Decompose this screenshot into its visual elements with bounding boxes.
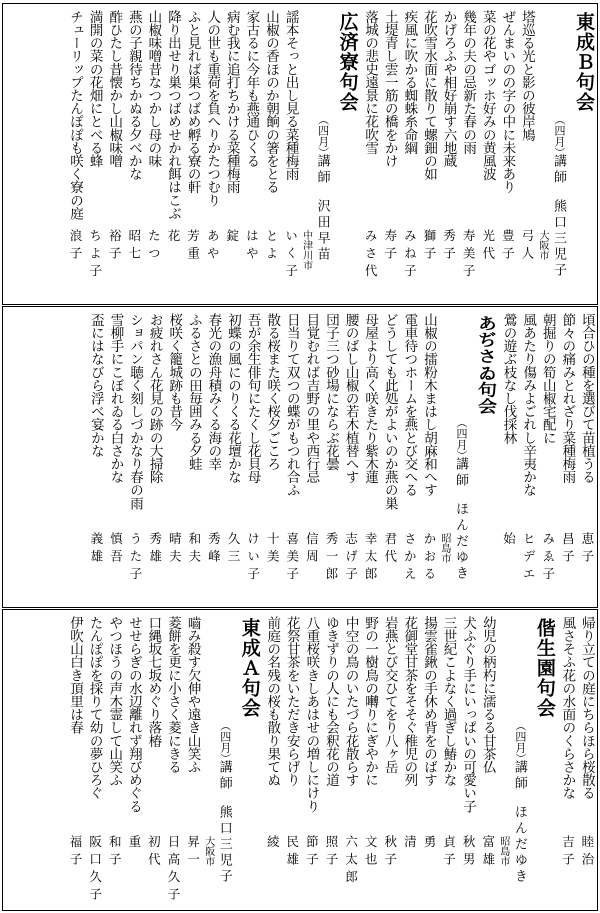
haiku-author: みさ代 [363, 229, 379, 282]
haiku-column [419, 610, 439, 910]
haiku-verse: 散る桜また咲く桜夕ごころ [264, 313, 281, 471]
haiku-verse: 口縄坂七坂めぐり落椿 [145, 616, 162, 748]
haiku-verse: 酢ひたし昔懐かし山椒味噌 [106, 10, 123, 168]
band-middle [2, 306, 598, 608]
haiku-column [380, 610, 400, 910]
haiku-author: 信周 [304, 532, 320, 567]
haiku-verse: 鶯の遊ぶ枝なし伐採林 [500, 313, 517, 445]
club-location: 中津川市 [300, 230, 312, 270]
haiku-verse: 幼児の柄杓に濡るる甘茶仏 [479, 616, 496, 774]
club-location-column [439, 307, 451, 607]
haiku-verse: ふと見れば巣つばめ孵る寮の軒 [184, 10, 201, 194]
haiku-column [478, 610, 498, 910]
haiku-verse: 伊吹山白き頂里は春 [67, 616, 84, 734]
haiku-column [459, 610, 479, 910]
haiku-verse: 電車待つホームを燕とび交へる [401, 313, 418, 497]
teacher-name: 沢田早苗 [314, 199, 330, 263]
haiku-verse: 野の一樹鳥の囀りにぎやかに [362, 616, 379, 787]
club-header-column [313, 4, 335, 304]
haiku-column [85, 4, 105, 304]
haiku-verse: 三世紀こよなく過ぎし鰆かな [440, 616, 457, 787]
haiku-verse: 揚雲雀鍬の手休め背をのばす [420, 616, 437, 787]
club-title-column [571, 4, 597, 304]
haiku-verse: お疲れさん花見の跡の大掃除 [146, 313, 163, 484]
haiku-column [282, 307, 302, 607]
haiku-author: 豊子 [500, 229, 516, 264]
haiku-column [204, 307, 224, 607]
haiku-column [242, 4, 262, 304]
haiku-column [86, 307, 106, 607]
haiku-verse: 疾風に吹かる蜘蛛糸命綱 [401, 10, 418, 155]
haiku-author: はや [244, 229, 260, 264]
haiku-column [380, 307, 400, 607]
haiku-column [499, 307, 519, 607]
club-month: （四月） [316, 114, 330, 158]
haiku-verse: ゆきずりの人にも会釈花の道 [322, 616, 339, 787]
haiku-author: 十美 [265, 532, 281, 567]
haiku-verse: 幾年の夫の忌新た春の雨 [460, 10, 477, 155]
haiku-verse: 燕の子親待ちかぬる夕べかな [125, 10, 142, 181]
teacher-label: 講師 [551, 154, 566, 186]
club-location: 昭島市 [439, 533, 451, 563]
haiku-column [400, 307, 420, 607]
haiku-author: 光代 [480, 229, 496, 264]
haiku-author: かおる [421, 532, 437, 585]
haiku-author: 初代 [146, 835, 162, 870]
haiku-verse: 団子三つ砂場にならぶ花曇 [322, 313, 339, 471]
teacher-name: 熊口三児子 [216, 805, 232, 885]
haiku-verse: 人の世も重荷を負へりかたつむり [204, 10, 221, 207]
haiku-column [439, 4, 459, 304]
teacher-name: ほんだゆき [453, 502, 469, 582]
haiku-verse: 菜の花やゴッホ好みの黄風波 [479, 10, 496, 181]
haiku-verse: ぜんまいのの字の中に未来あり [499, 10, 516, 194]
club-location: 大阪市 [537, 230, 548, 260]
haiku-author: 寿美子 [461, 229, 477, 282]
haiku-author: 綾 [265, 835, 281, 853]
club-location-column [203, 610, 215, 910]
haiku-author: 久三 [226, 532, 241, 567]
haiku-author: 民雄 [284, 835, 300, 870]
haiku-verse: ショパン聴く刻しづかなり春の雨 [127, 313, 144, 510]
haiku-column [281, 4, 301, 304]
haiku-verse: かげろふや相好崩す六地蔵 [440, 10, 457, 168]
club-location-column [498, 610, 510, 910]
haiku-author: 錠 [224, 229, 240, 247]
teacher-label: 講師 [216, 760, 232, 792]
haiku-column [361, 307, 381, 607]
teacher-name: ほんだゆき [511, 805, 527, 885]
haiku-verse: 目覚むれば吉野の里や西行忌 [303, 313, 320, 484]
haiku-verse: 菱餅を更に小さく菱にきる [165, 616, 181, 774]
haiku-column [361, 4, 381, 304]
haiku-verse: 花御堂甘茶をそそぐ稚児の列 [401, 616, 418, 787]
haiku-author: 秀峰 [206, 532, 222, 567]
haiku-column [106, 307, 126, 607]
haiku-verse: 風あたり傷みよごれし辛夷かな [520, 313, 537, 497]
haiku-author: 慎吾 [108, 532, 124, 567]
club-location-column [537, 4, 549, 304]
club-month: （四月） [455, 417, 469, 461]
haiku-column [321, 307, 341, 607]
haiku-column [144, 610, 164, 910]
haiku-author: 志げ子 [343, 532, 359, 585]
haiku-column [263, 610, 283, 910]
haiku-verse: 降り出せり巣つばめせかれ餌はこぶ [165, 10, 181, 220]
haiku-verse: 八重桜咲きしあはせの増しにけり [303, 616, 320, 813]
haiku-author: けい子 [245, 532, 261, 585]
club-header-column [510, 610, 532, 910]
haiku-column [85, 610, 105, 910]
haiku-column [400, 4, 420, 304]
haiku-column [243, 307, 263, 607]
haiku-author: 晴夫 [167, 532, 183, 567]
haiku-author: あや [205, 229, 221, 264]
haiku-author: 和夫 [186, 532, 202, 567]
haiku-column [400, 610, 420, 910]
haiku-verse: ふるさとの田毎囲みる夕蛙 [185, 313, 202, 471]
haiku-column [302, 307, 322, 607]
haiku-column [66, 4, 86, 304]
haiku-author: 始 [501, 532, 517, 550]
haiku-column [302, 610, 322, 910]
haiku-verse: 春光の漁舟積みくる海の幸 [205, 313, 222, 471]
haiku-verse: 頃合ひの種を選びて苗植うる [578, 313, 595, 484]
haiku-author: みゑ子 [540, 532, 556, 585]
haiku-author: 秋男 [461, 835, 477, 870]
haiku-column [419, 4, 439, 304]
haiku-verse: 落城の悲史遠景に花吹雪 [362, 10, 379, 155]
band-top [2, 3, 598, 305]
haiku-author: 恵子 [579, 532, 595, 567]
haiku-author: みね子 [402, 229, 418, 282]
club-location-column [301, 4, 313, 304]
haiku-verse: たんぽぽを採りて幼の夢ひろぐ [86, 616, 103, 800]
haiku-column [321, 610, 341, 910]
haiku-verse: 犬ふぐり手にいっぱいの可愛い子 [460, 616, 477, 813]
club-title: 広済寮句会 [336, 12, 359, 112]
haiku-verse: 山椒の香ほのか朝餉の箸をとる [262, 10, 279, 194]
haiku-author: たつ [146, 229, 162, 264]
haiku-author: とよ [263, 229, 279, 264]
haiku-verse: どうしても此処がよいのか燕の巣 [381, 313, 398, 510]
club-title: あぢさゐ句会 [475, 315, 498, 415]
haiku-author: 節子 [304, 835, 320, 870]
haiku-author: 秋子 [382, 835, 398, 870]
haiku-verse: 謡本そっと出し見る菜種梅雨 [282, 10, 299, 181]
haiku-author: 照子 [323, 835, 339, 870]
haiku-verse: やつほうの声木霊して山笑ふ [106, 616, 123, 787]
haiku-author: 裕子 [107, 229, 123, 264]
haiku-column [478, 4, 498, 304]
haiku-verse: せせらぎの水辺離れず翔びめぐる [125, 616, 142, 813]
haiku-verse: 前庭の名残の桜も散り果てぬ [264, 616, 281, 787]
haiku-author: 睦治 [579, 835, 595, 870]
haiku-column [577, 307, 597, 607]
haiku-verse: 花吹雪水面に散りて螺鈿の如 [420, 10, 437, 181]
haiku-author: 昭七 [126, 229, 142, 264]
haiku-author: 和子 [107, 835, 123, 870]
haiku-verse: 山椒味噌昔なつかし母の味 [145, 10, 162, 168]
haiku-column [341, 307, 361, 607]
haiku-verse: 母屋より高く咲きたり紫木蓮 [362, 313, 379, 484]
haiku-column [439, 610, 459, 910]
haiku-column [105, 4, 125, 304]
haiku-verse: 初蝶の風にのりくる花壇かな [225, 313, 241, 484]
haiku-column [261, 4, 281, 304]
club-header-column [451, 307, 473, 607]
haiku-column [361, 610, 381, 910]
haiku-column [105, 610, 125, 910]
teacher-label: 講師 [314, 154, 330, 186]
teacher-name: 熊口三児子 [551, 199, 566, 279]
haiku-column [124, 610, 144, 910]
haiku-verse: 帰り立ての庭にちらほら桜散る [578, 616, 595, 800]
haiku-author: ヒデエ [521, 532, 537, 585]
haiku-column [263, 307, 283, 607]
haiku-author: 秀一郎 [323, 532, 339, 585]
teacher-label: 講師 [511, 760, 527, 792]
haiku-column [124, 4, 144, 304]
haiku-author: 昇一 [185, 835, 201, 870]
haiku-author: 浪子 [68, 229, 84, 264]
haiku-author: 花 [166, 229, 181, 247]
haiku-author: 昌子 [560, 532, 576, 567]
haiku-author: 文也 [363, 835, 379, 870]
haiku-column [184, 307, 204, 607]
haiku-verse: 家古るに今年も燕通ひくる [243, 10, 260, 168]
haiku-author: 秀雄 [147, 532, 163, 567]
haiku-author: いく子 [283, 229, 299, 282]
haiku-column [203, 4, 223, 304]
haiku-column [517, 4, 537, 304]
haiku-author: ちよ子 [87, 229, 103, 282]
haiku-column [183, 4, 203, 304]
haiku-author: 寿子 [382, 229, 398, 264]
haiku-author: 秀子 [441, 229, 457, 264]
club-title: 東成Ａ句会 [238, 618, 261, 718]
haiku-column [145, 307, 165, 607]
club-header-column [215, 610, 237, 910]
haiku-author: 獅子 [421, 229, 437, 264]
haiku-verse: 塔巡る光と影の彼岸鳩 [518, 10, 535, 142]
club-title-column [335, 4, 361, 304]
haiku-author: 阪口久子 [87, 835, 103, 905]
teacher-label: 講師 [453, 457, 469, 489]
haiku-column [222, 4, 242, 304]
club-title: 偕生園句会 [533, 618, 556, 718]
club-location: 昭島市 [497, 836, 509, 866]
haiku-column [126, 307, 146, 607]
band-bottom [2, 609, 598, 911]
club-title: 東成Ｂ句会 [573, 12, 595, 112]
haiku-author: 義雄 [88, 532, 104, 567]
haiku-column [380, 4, 400, 304]
haiku-author: 富雄 [480, 835, 496, 870]
haiku-verse: 病む我に追打ちかける菜種梅雨 [223, 10, 240, 194]
haiku-author: 芳重 [185, 229, 201, 264]
haiku-column [165, 307, 185, 607]
haiku-column [419, 307, 439, 607]
haiku-column [66, 610, 86, 910]
haiku-column [144, 4, 164, 304]
haiku-column [282, 610, 302, 910]
haiku-column [164, 4, 184, 304]
haiku-author: 幸太郎 [363, 532, 379, 585]
haiku-verse: チューリップたんぽぽも咲く寮の庭 [67, 10, 84, 220]
haiku-column [459, 4, 479, 304]
club-title-column [237, 610, 263, 910]
haiku-verse: 山椒の擂粉木まはし胡麻和へす [420, 313, 437, 497]
haiku-verse: 花祭甘茶をいただき安らげり [283, 616, 300, 787]
haiku-column [558, 307, 578, 607]
club-location: 大阪市 [202, 836, 214, 866]
haiku-column [498, 4, 518, 304]
haiku-verse: 腰のばし山椒の若木植替へす [342, 313, 359, 484]
club-month: （四月） [553, 114, 566, 158]
haiku-verse: 岩燕とび交ひてをり八ヶ岳 [381, 616, 398, 774]
haiku-author: 君代 [382, 532, 398, 567]
haiku-column [224, 307, 244, 607]
haiku-verse: 桜咲く籠城跡も昔今 [166, 313, 183, 431]
haiku-author: 貞子 [441, 835, 457, 870]
haiku-column [577, 610, 597, 910]
haiku-verse: 風さそふ花の水面のくらさかな [559, 616, 576, 800]
haiku-verse: 盃にはなびら浮べ宴かな [87, 313, 104, 458]
haiku-author: 六太郎 [343, 835, 359, 888]
club-title-column [532, 610, 558, 910]
haiku-verse: 土堤青し雲一筋の橋をかけ [381, 10, 398, 168]
haiku-verse: 朝掘りの筍山椒宅配に [539, 313, 556, 445]
haiku-verse: 中空の鳥のいたづら花散らす [342, 616, 359, 787]
haiku-author: 福子 [68, 835, 84, 870]
haiku-column [183, 610, 203, 910]
haiku-column [538, 307, 558, 607]
haiku-author: さかえ [402, 532, 418, 585]
haiku-column [558, 610, 578, 910]
haiku-author: 弓人 [519, 229, 535, 264]
haiku-author: 吉子 [560, 835, 576, 870]
haiku-author: 清 [402, 835, 418, 853]
club-month: （四月） [513, 720, 527, 764]
haiku-verse: 満開の菜の花畑にとべる蜂 [86, 10, 103, 168]
haiku-verse: 嚙み殺す欠伸や遠き山笑ふ [184, 616, 201, 774]
club-title-column [473, 307, 499, 607]
club-month: （四月） [218, 720, 232, 764]
haiku-verse: 雪柳手にこぼれゐる白さかな [107, 313, 124, 484]
haiku-column [164, 610, 184, 910]
haiku-verse: 節々の痛みとれざり菜種梅雨 [559, 313, 576, 484]
club-header-column [549, 4, 571, 304]
haiku-author: 喜美子 [284, 532, 300, 585]
haiku-author: 重 [126, 835, 142, 853]
haiku-column [341, 610, 361, 910]
haiku-author: うた子 [128, 532, 144, 585]
haiku-author: 日高久子 [166, 835, 181, 905]
haiku-author: 勇 [421, 835, 437, 853]
haiku-verse: 吾が余生俳句にたくし花貝母 [244, 313, 261, 484]
haiku-column [519, 307, 539, 607]
haiku-verse: 日当りて双つの蝶がもつれ合ふ [283, 313, 300, 497]
